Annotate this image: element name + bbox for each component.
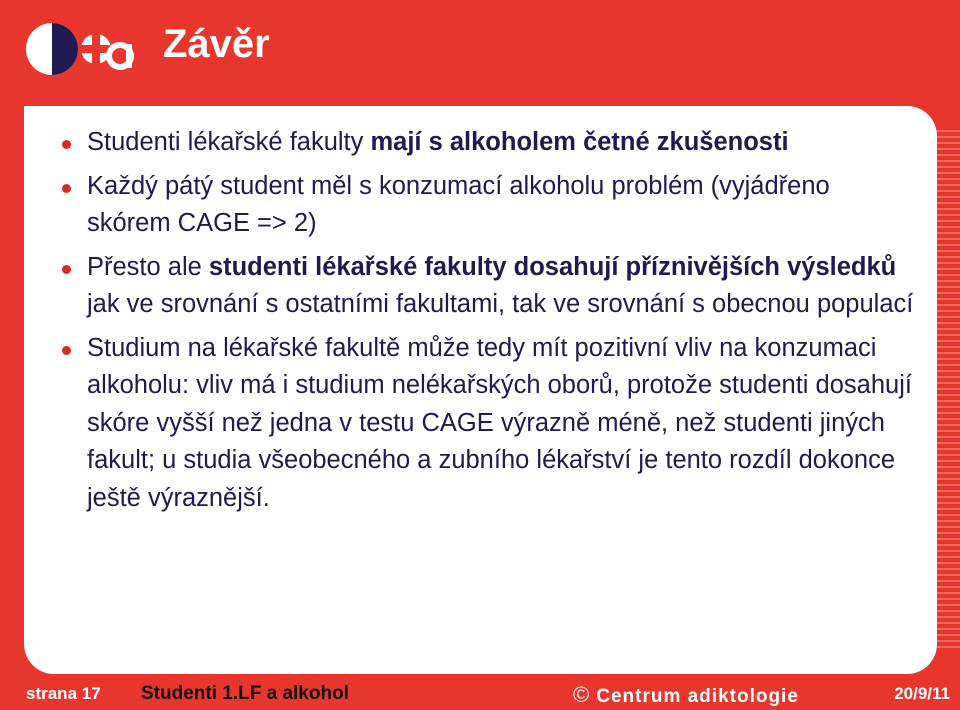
bullet-text-bold: mají s alkoholem četné zkušenosti xyxy=(370,128,789,156)
page-number: strana 17 xyxy=(26,684,101,703)
footer xyxy=(0,674,960,710)
bullet-text: Studium na lékařské fakultě může tedy mít pozitivní vliv na konzumaci alkoholu: vliv má i studium nelékařských oborů, protože studenti dosahují skóre vyšší než jedna v testu CAGE výrazně méně, než studenti jiných fakult; u studia všeobecného a zubního lékařství je tento rozdíl dokonce ještě výraznější. xyxy=(87,333,912,512)
bullet-text: Přesto ale xyxy=(87,252,209,281)
footer-date: 20/9/11 xyxy=(894,684,950,703)
bullet-text-bold: studenti lékařské fakulty dosahují příznivějších výsledků xyxy=(208,252,897,281)
footer-organization xyxy=(573,682,799,708)
copyright-icon: © xyxy=(573,682,591,707)
bullet-dot-icon xyxy=(62,265,71,274)
bullet-dot-icon xyxy=(62,184,71,193)
bullet-text: jak ve srovnání s ostatními fakultami, tak ve srovnání s obecnou populací xyxy=(87,290,914,318)
organization-name: Centrum adiktologie xyxy=(596,686,799,707)
bullet-list xyxy=(64,124,914,523)
logo-icon xyxy=(22,16,134,82)
bullet-text: Každý pátý student měl s konzumací alkoholu problém (vyjádřeno skórem CAGE => 2) xyxy=(87,171,830,237)
bullet-dot-icon xyxy=(62,140,71,149)
bullet-item xyxy=(64,330,914,518)
bullet-item xyxy=(64,124,914,162)
bullet-dot-icon xyxy=(62,346,71,355)
bullet-text: Studenti lékařské fakulty xyxy=(87,128,371,156)
bullet-item xyxy=(64,168,914,243)
page-title: Závěr xyxy=(163,22,270,66)
content-panel xyxy=(24,106,937,674)
bullet-item xyxy=(64,249,914,324)
footer-topic: Studenti 1.LF a alkohol xyxy=(141,683,349,704)
